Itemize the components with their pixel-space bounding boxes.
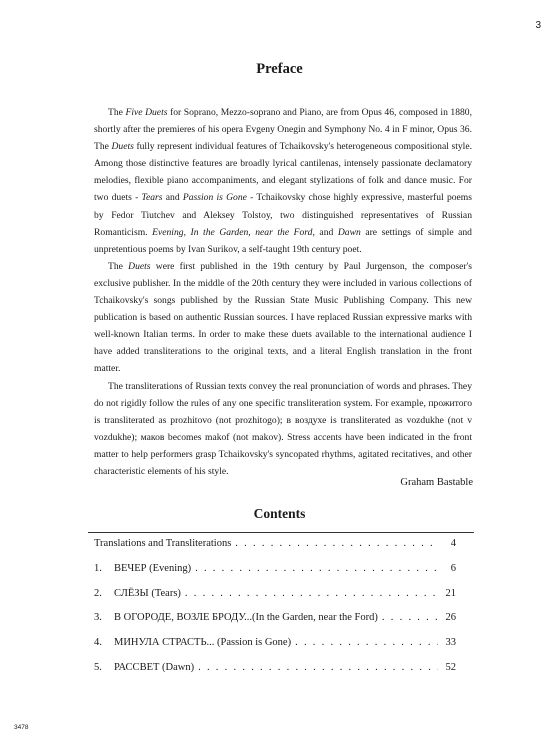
toc-page-number: 33 (445, 637, 456, 649)
contents-rule (88, 532, 474, 533)
text-run: and (162, 192, 183, 204)
toc-number: 3. (94, 612, 102, 624)
toc-dot-leader (231, 538, 438, 549)
toc-page-number: 4 (450, 538, 456, 549)
preface-paragraph (94, 378, 472, 481)
toc-number: 1. (94, 562, 102, 574)
italic-title: Five Duets (125, 107, 168, 118)
table-of-contents (94, 538, 456, 687)
footer-code: 3478 (14, 724, 29, 731)
toc-page-number: 26 (445, 612, 456, 624)
toc-page-number: 21 (445, 587, 456, 599)
toc-page-number: 52 (445, 661, 456, 673)
preface-body (94, 104, 472, 480)
toc-dot-leader (291, 637, 438, 648)
toc-number: 5. (94, 661, 102, 673)
preface-paragraph (94, 258, 472, 378)
signature: Graham Bastable (400, 477, 473, 488)
toc-entry (94, 588, 456, 613)
toc-title: МИНУЛА СТРАСТЬ... (Passion is Gone) (114, 637, 292, 649)
text-run: fully represent individual features of Tchaikovsky's heterogeneous compositional style. Among those distinctive features are broadly lyrical cantilenas, intensely passionate declamatory melodies, flexible piano accompaniments, and elegant stylizations of folk and dance music. For two duets - (94, 141, 472, 204)
toc-entry (94, 538, 456, 563)
toc-title: В ОГОРОДЕ, ВОЗЛЕ БРОДУ...(In the Garden, near the Ford) (114, 612, 378, 624)
toc-dot-leader (378, 612, 438, 623)
toc-entry (94, 563, 456, 588)
text-run: , and (312, 226, 338, 238)
toc-number: 4. (94, 637, 102, 649)
text-run: The (108, 107, 126, 118)
toc-entry (94, 612, 456, 637)
italic-title: Passion is Gone (182, 192, 247, 204)
toc-title: СЛЁЗЫ (Tears) (114, 587, 181, 599)
toc-title: РАССВЕТ (Dawn) (114, 661, 195, 673)
toc-dot-leader (194, 662, 438, 673)
toc-page-number: 6 (450, 562, 456, 574)
italic-title: Duets (111, 141, 134, 153)
italic-title: Duets (128, 260, 151, 272)
toc-title: ВЕЧЕР (Evening) (114, 562, 192, 574)
italic-title: Evening (152, 226, 184, 238)
preface-title: Preface (256, 61, 303, 77)
text-run: The transliterations of Russian texts convey the real pronunciation of words and phrases. They do not rigidly follow the rules of any one specific transliteration system. For example, прожитого is transliterated as prozhitovo (not prozhitogo); в воздухе is transliterated as vozdukhe (not v vozdukhe); маков becomes makof (not makov). Stress accents have been indicated in the front matter to help performers grasp Tchaikovsky's syncopated rhythms, agitated recitatives, and other characteristic elements of his style. (94, 380, 472, 477)
text-run: were first published in the 19th century by Paul Jurgenson, the composer's exclusive publisher. In the middle of the 20th century they were included in various collections of Tchaikovsky's songs published by the Russian State Music Publishing Company. This new publication is based on authentic Russian sources. I have replaced Russian expressive marks with well-known Italian terms. In order to make these duets available to the international audience I have added transliterations to the original texts, and a literal English translation in the front matter. (94, 260, 472, 375)
text-run: are settings of simple and unpretentious poems by Ivan Surikov, a self-taught 19th century poet. (94, 226, 472, 255)
italic-title: Tears (141, 192, 163, 204)
italic-title: Dawn (337, 226, 361, 238)
preface-paragraph (94, 104, 472, 258)
text-run: , (183, 226, 191, 238)
text-run: for Soprano, Mezzo-soprano and Piano, are from Opus 46, composed in 1880, shortly after the premieres of his opera Evgeny Onegin and Symphony No. 4 in F minor, Opus 36. The (94, 107, 473, 153)
page-number: 3 (535, 20, 541, 31)
toc-entry (94, 637, 456, 662)
toc-title: Translations and Transliterations (94, 538, 232, 549)
text-run: The (108, 260, 129, 272)
toc-dot-leader (181, 588, 438, 599)
toc-dot-leader (191, 563, 438, 574)
toc-entry (94, 662, 456, 687)
text-run: - Tchaikovsky chose highly expressive, masterful poems by Fedor Tiutchev and Aleksey Tolstoy, two distinguished representatives of Russian Romanticism. (94, 192, 472, 238)
toc-number: 2. (94, 587, 102, 599)
italic-title: In the Garden, near the Ford (190, 226, 313, 238)
contents-title: Contents (253, 506, 306, 521)
